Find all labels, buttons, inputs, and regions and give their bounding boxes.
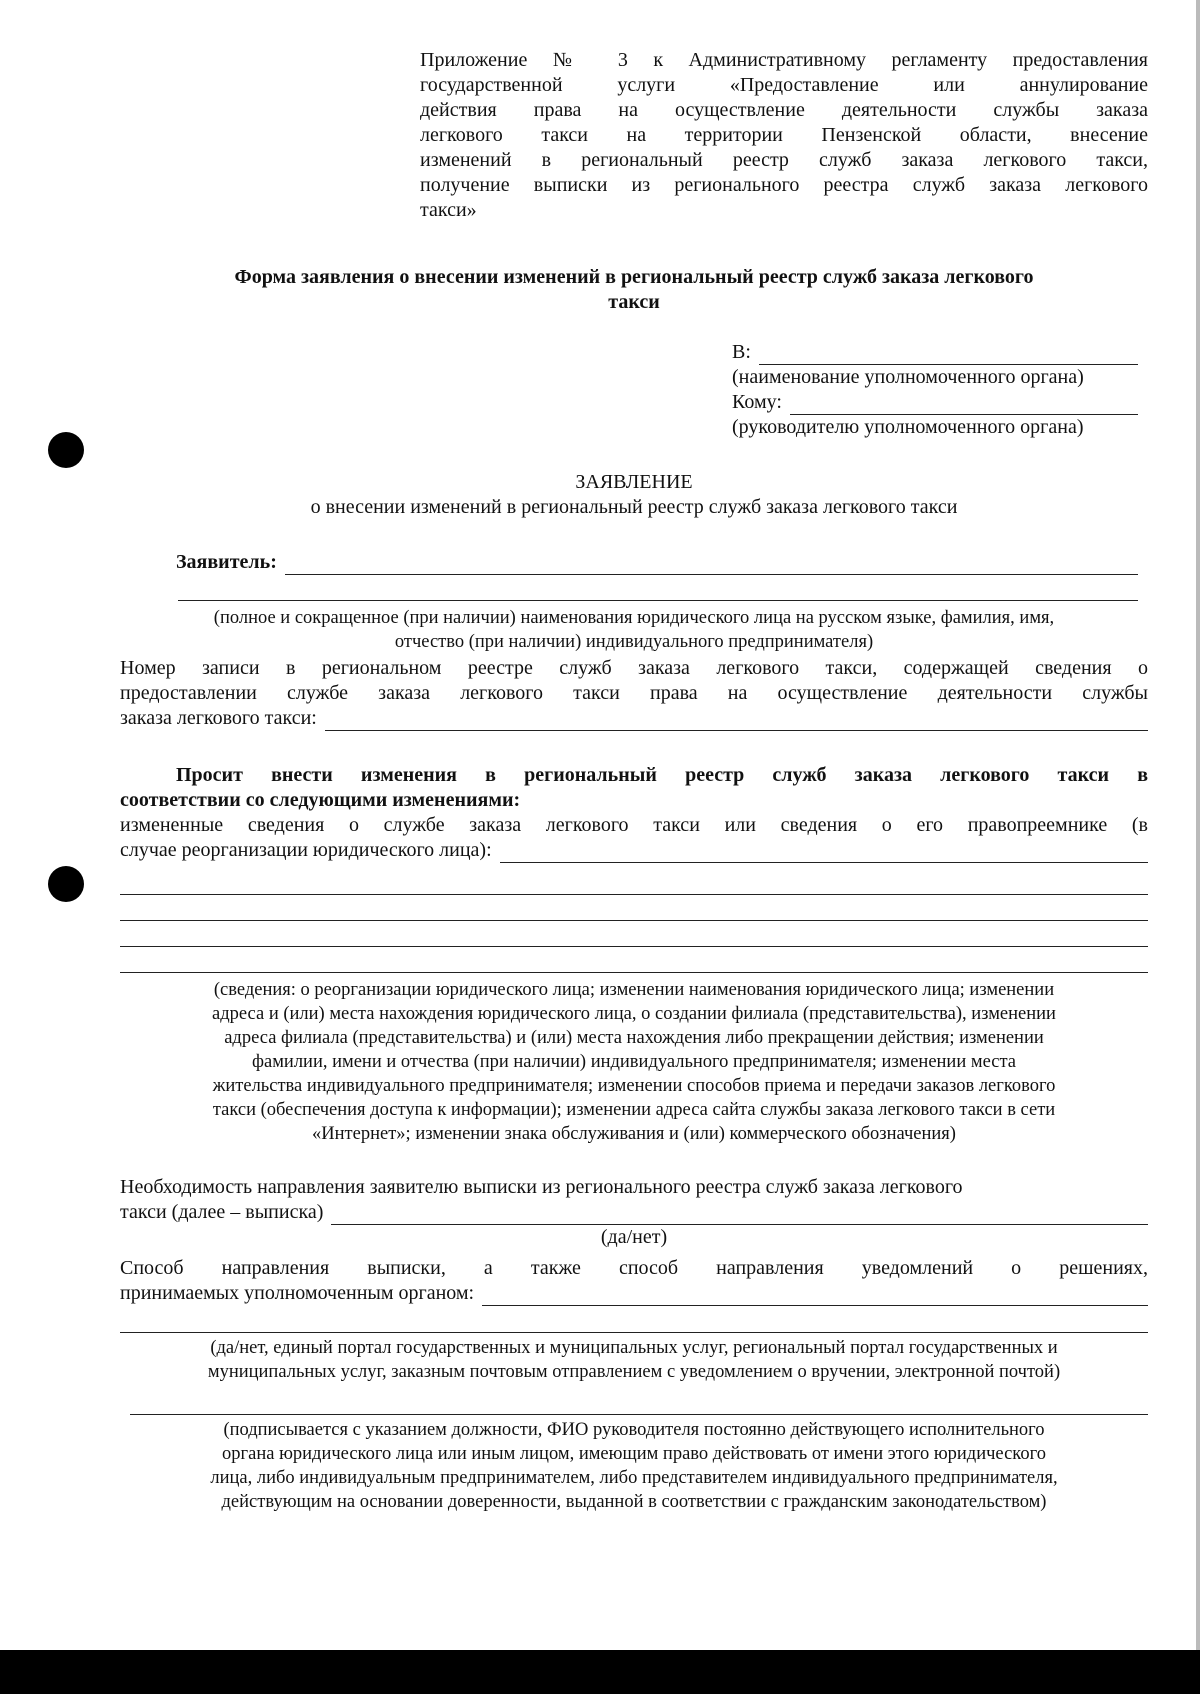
record-line: Номер записи в региональном реестре служб заказа легкового такси, содержащей сведения о [120, 657, 1148, 679]
appendix-line: легкового такси на территории Пензенской области, внесение [420, 124, 1148, 146]
scan-edge [1196, 0, 1200, 1650]
addressee-block [732, 340, 1138, 440]
changes-field-line[interactable] [120, 920, 1148, 921]
appendix-line: получение выписки из регионального реестра служб заказа легкового [420, 174, 1148, 196]
applicant-caption-line: отчество (при наличии) индивидуального предпринимателя) [394, 632, 874, 652]
delivery-field-line2[interactable] [120, 1332, 1148, 1333]
changed-row [120, 838, 1148, 863]
request-line: соответствии со следующими изменениями: [120, 789, 521, 811]
appendix-line: изменений в региональный реестр служб заказа легкового такси, [420, 149, 1148, 171]
statement-subtitle: о внесении изменений в региональный реестр служб заказа легкового такси [310, 496, 958, 518]
to-field[interactable] [759, 346, 1138, 365]
changes-caption-line: адреса филиала (представительства) и (или) места нахождения либо прекращении действия; изменении [224, 1028, 1044, 1048]
extract-row [120, 1200, 1148, 1225]
changes-caption-line: фамилии, имени и отчества (при наличии) индивидуального предпринимателя; изменении места [252, 1052, 1016, 1072]
signature-caption-line: лица, либо индивидуальным предпринимателем, либо представителем индивидуального предпринимателя, [210, 1468, 1058, 1488]
scan-border [0, 1650, 1200, 1694]
delivery-row [120, 1281, 1148, 1306]
whom-caption: (руководителю уполномоченного органа) [732, 416, 1084, 438]
extract-caption: (да/нет) [600, 1226, 668, 1248]
changed-label: случае реорганизации юридического лица): [120, 839, 492, 861]
record-number [120, 656, 1148, 731]
changes-field-line[interactable] [120, 894, 1148, 895]
form-title-line: такси [608, 291, 660, 313]
changed-line: измененные сведения о службе заказа легкового такси или сведения о его правопреемнике (в [120, 814, 1148, 836]
record-field[interactable] [325, 712, 1148, 731]
changes-caption-line: «Интернет»; изменении знака обслуживания и (или) коммерческого обозначения) [312, 1124, 956, 1144]
request-line: Просит внести изменения в региональный реестр служб заказа легкового такси в [176, 764, 1148, 786]
signature-caption-line: (подписывается с указанием должности, ФИО руководителя постоянно действующего исполнительного [223, 1420, 1045, 1440]
changes-field-line[interactable] [120, 972, 1148, 973]
appendix-note [420, 48, 1148, 223]
appendix-line: Приложение № 3 к Административному регламенту предоставления [420, 49, 1148, 71]
punch-hole-top [48, 432, 84, 468]
delivery-field[interactable] [482, 1287, 1148, 1306]
whom-row [732, 390, 1138, 415]
request-block [120, 763, 1148, 863]
appendix-line: государственной услуги «Предоставление или аннулирование [420, 74, 1148, 96]
applicant-field-line2[interactable] [178, 600, 1138, 601]
appendix-line: действия права на осуществление деятельности службы заказа [420, 99, 1148, 121]
statement-title: ЗАЯВЛЕНИЕ [575, 471, 693, 493]
applicant-row [176, 550, 1138, 575]
applicant-field[interactable] [285, 556, 1138, 575]
punch-hole-bottom [48, 866, 84, 902]
changes-caption-line: (сведения: о реорганизации юридического лица; изменении наименования юридического лица; изменении [213, 980, 1055, 1000]
delivery-caption-line: (да/нет, единый портал государственных и муниципальных услуг, региональный портал государственных и [210, 1338, 1058, 1358]
appendix-line: такси» [420, 199, 477, 221]
applicant-caption-line: (полное и сокращенное (при наличии) наименования юридического лица на русском языке, фамилия, имя, [213, 608, 1055, 628]
form-title-line: Форма заявления о внесении изменений в региональный реестр служб заказа легкового [234, 266, 1034, 288]
extract-field[interactable] [331, 1206, 1148, 1225]
changes-field-line[interactable] [120, 946, 1148, 947]
changes-caption-line: жительства индивидуального предпринимателя; изменении способов приема и передачи заказов легкового [212, 1076, 1056, 1096]
signature-caption-line: органа юридического лица или иным лицом, имеющим право действовать от имени этого юридического [222, 1444, 1046, 1464]
delivery-caption-line: муниципальных услуг, заказным почтовым отправлением с уведомлением о вручении, электронной почтой) [207, 1362, 1061, 1382]
delivery-line: Способ направления выписки, а также способ направления уведомлений о решениях, [120, 1257, 1148, 1279]
to-caption: (наименование уполномоченного органа) [732, 366, 1084, 388]
changed-field[interactable] [500, 844, 1148, 863]
signature-caption-line: действующим на основании доверенности, выданной в соответствии с гражданским законодательством) [221, 1492, 1047, 1512]
to-label: В: [732, 341, 751, 363]
applicant-label: Заявитель: [176, 551, 277, 573]
record-line: предоставлении службе заказа легкового такси права на осуществление деятельности службы [120, 682, 1148, 704]
delivery-label: принимаемых уполномоченным органом: [120, 1282, 475, 1304]
changes-caption [112, 978, 1156, 1146]
form-title [120, 265, 1148, 315]
statement-heading [120, 470, 1148, 520]
record-label: заказа легкового такси: [120, 707, 317, 729]
signature-field[interactable] [130, 1414, 1148, 1415]
whom-field[interactable] [790, 396, 1138, 415]
delivery-block [120, 1256, 1148, 1306]
extract-label: такси (далее – выписка) [120, 1201, 324, 1223]
applicant-caption [120, 606, 1148, 654]
to-row [732, 340, 1138, 365]
record-row [120, 706, 1148, 731]
extract-block [120, 1175, 1148, 1250]
signature-caption [120, 1418, 1148, 1514]
delivery-caption [112, 1336, 1156, 1384]
whom-label: Кому: [732, 391, 782, 413]
extract-line: Необходимость направления заявителю выписки из регионального реестра служб заказа легкового [120, 1176, 963, 1198]
changes-caption-line: адреса и (или) места нахождения юридического лица, о создании филиала (представительства), изменении [212, 1004, 1056, 1024]
changes-caption-line: такси (обеспечения доступа к информации); изменении адреса сайта службы заказа легкового такси в сети [212, 1100, 1056, 1120]
